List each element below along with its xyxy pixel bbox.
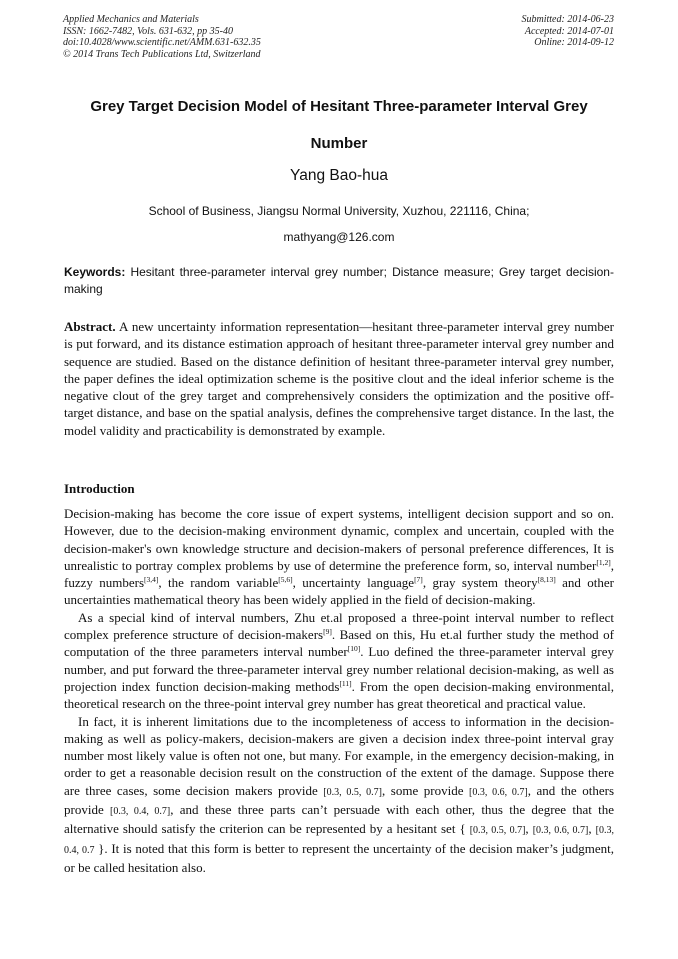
abstract-text: A new uncertainty information representation—hesitant three-parameter interval grey number is put forward, and its distance estimation approach of hesitant three-parameter interval grey number and sequence are studied. Based on the distance definition of hesitant three-parameter interval grey number, the paper defines the ideal optimization scheme is the positive clout and the ideal inferior scheme is the negative clout of the grey target and comprehensively considers the optimization and the positive off-target distance, and base on the spatial analysis, defines the comprehensive target distance. In the last, the model validity and practicability is demonstrated by example.: [64, 319, 614, 438]
abstract-block: [64, 318, 614, 439]
online-date: Online: 2014-09-12: [534, 37, 614, 49]
paragraph-text: . From the open decision-making environmental, theoretical research on the three-point interval grey number has great theoretical and practical value.: [64, 678, 614, 712]
keywords-block: [64, 264, 614, 298]
submitted-date: Submitted: 2014-06-23: [521, 14, 614, 25]
paragraph-text: , the random variable: [158, 575, 279, 591]
citation-ref: [5,6]: [278, 575, 293, 585]
paragraph-text: , uncertainty language: [292, 575, 415, 591]
math-expression: [0.3, 0.6, 0.7]: [532, 825, 589, 837]
math-expression: [0.3, 0.6, 0.7]: [469, 786, 528, 798]
paragraph-text: ,: [588, 821, 596, 837]
paragraph-text: }. It is noted that this form is better to represent the uncertainty of the decision maker’s judgment, or be called hesitation also.: [64, 840, 614, 875]
paragraph-text: . Based on this, Hu et.al further study the method of computation of the three parameters interval number: [64, 627, 614, 660]
citation-ref: [11]: [339, 678, 352, 688]
publication-dates: [522, 14, 615, 49]
math-expression: [0.3, 0.5, 0.7]: [469, 825, 526, 837]
title-line-1: Grey Target Decision Model of Hesitant Three-parameter Interval Grey: [90, 98, 588, 115]
author-name: Yang Bao-hua: [290, 167, 388, 184]
citation-ref: [1,2]: [596, 557, 611, 567]
citation-ref: [10]: [347, 644, 361, 654]
paragraph-1: [64, 505, 614, 609]
author-affiliation: School of Business, Jiangsu Normal University, Xuzhou, 221116, China;: [148, 204, 530, 218]
paragraph-2: [64, 609, 614, 713]
paper-title: [50, 88, 628, 162]
introduction-body: [64, 505, 614, 876]
citation-ref: [9]: [323, 627, 332, 637]
paragraph-3: [64, 713, 614, 877]
keywords-text: Hesitant three-parameter interval grey number; Distance measure; Grey target decision-making: [64, 265, 614, 296]
title-line-2: Number: [310, 135, 368, 152]
keywords-label: Keywords:: [64, 265, 126, 279]
citation-ref: [3,4]: [144, 575, 159, 585]
paragraph-text: , and these three parts can’t persuade with each other, thus the degree that the alternative should satisfy the criterion can be represented by a hesitant set {: [64, 802, 615, 837]
paragraph-text: , and the others provide: [64, 782, 614, 818]
paragraph-text: In fact, it is inherent limitations due to the incompleteness of access to information in the decision-making as well as policy-makers, decision-makers are given a decision index three-point interval gray number most likely value is often not one, but many. For example, in the emergency decision-making, in order to get a reasonable decision result on the construction of the extent of the damage. Suppose there are three cases, some decision makers provide: [64, 713, 614, 798]
paragraph-text: . Luo defined the three-parameter interval grey number, and put forward the three-parameter interval grey number relational decision-making, as well as projection index function decision-making methods: [64, 644, 614, 694]
citation-ref: [7]: [414, 575, 423, 585]
math-expression: [0.3, 0.4, 0.7: [64, 825, 615, 856]
paragraph-text: , gray system theory: [422, 575, 538, 591]
citation-ref: [8,13]: [537, 575, 556, 585]
issn-line: ISSN: 1662-7482, Vols. 631-632, pp 35-40: [63, 25, 233, 37]
paragraph-text: , fuzzy numbers: [64, 557, 614, 591]
section-heading-introduction: Introduction: [64, 481, 135, 496]
paragraph-text: and other uncertainties mathematical theory has been widely applied in the field of decision-making.: [64, 575, 615, 608]
copyright-line: © 2014 Trans Tech Publications Ltd, Switzerland: [63, 48, 261, 60]
journal-name: Applied Mechanics and Materials: [63, 14, 199, 25]
accepted-date: Accepted: 2014-07-01: [524, 25, 614, 37]
paragraph-text: Decision-making has become the core issue of expert systems, intelligent decision support and so on. However, due to the decision-making environment dynamic, complex and uncertain, coupled with the decision-maker's own knowledge structure and decision-makers of personal preference differences, It is unrealistic to portray complex problems by use of determine the preference form, so, interval number: [64, 506, 614, 573]
author-email: mathyang@126.com: [283, 230, 395, 244]
doi-line: doi:10.4028/www.scientific.net/AMM.631-632.35: [63, 37, 261, 49]
math-expression: [0.3, 0.4, 0.7]: [110, 806, 171, 818]
journal-info: [63, 14, 261, 60]
abstract-label: Abstract.: [64, 319, 116, 334]
paragraph-text: ,: [525, 821, 533, 837]
paragraph-text: , some provide: [382, 782, 469, 798]
math-expression: [0.3, 0.5, 0.7]: [323, 786, 382, 798]
paragraph-text: As a special kind of interval numbers, Zhu et.al proposed a three-point interval number to reflect complex preference structure of decision-makers: [64, 609, 614, 643]
